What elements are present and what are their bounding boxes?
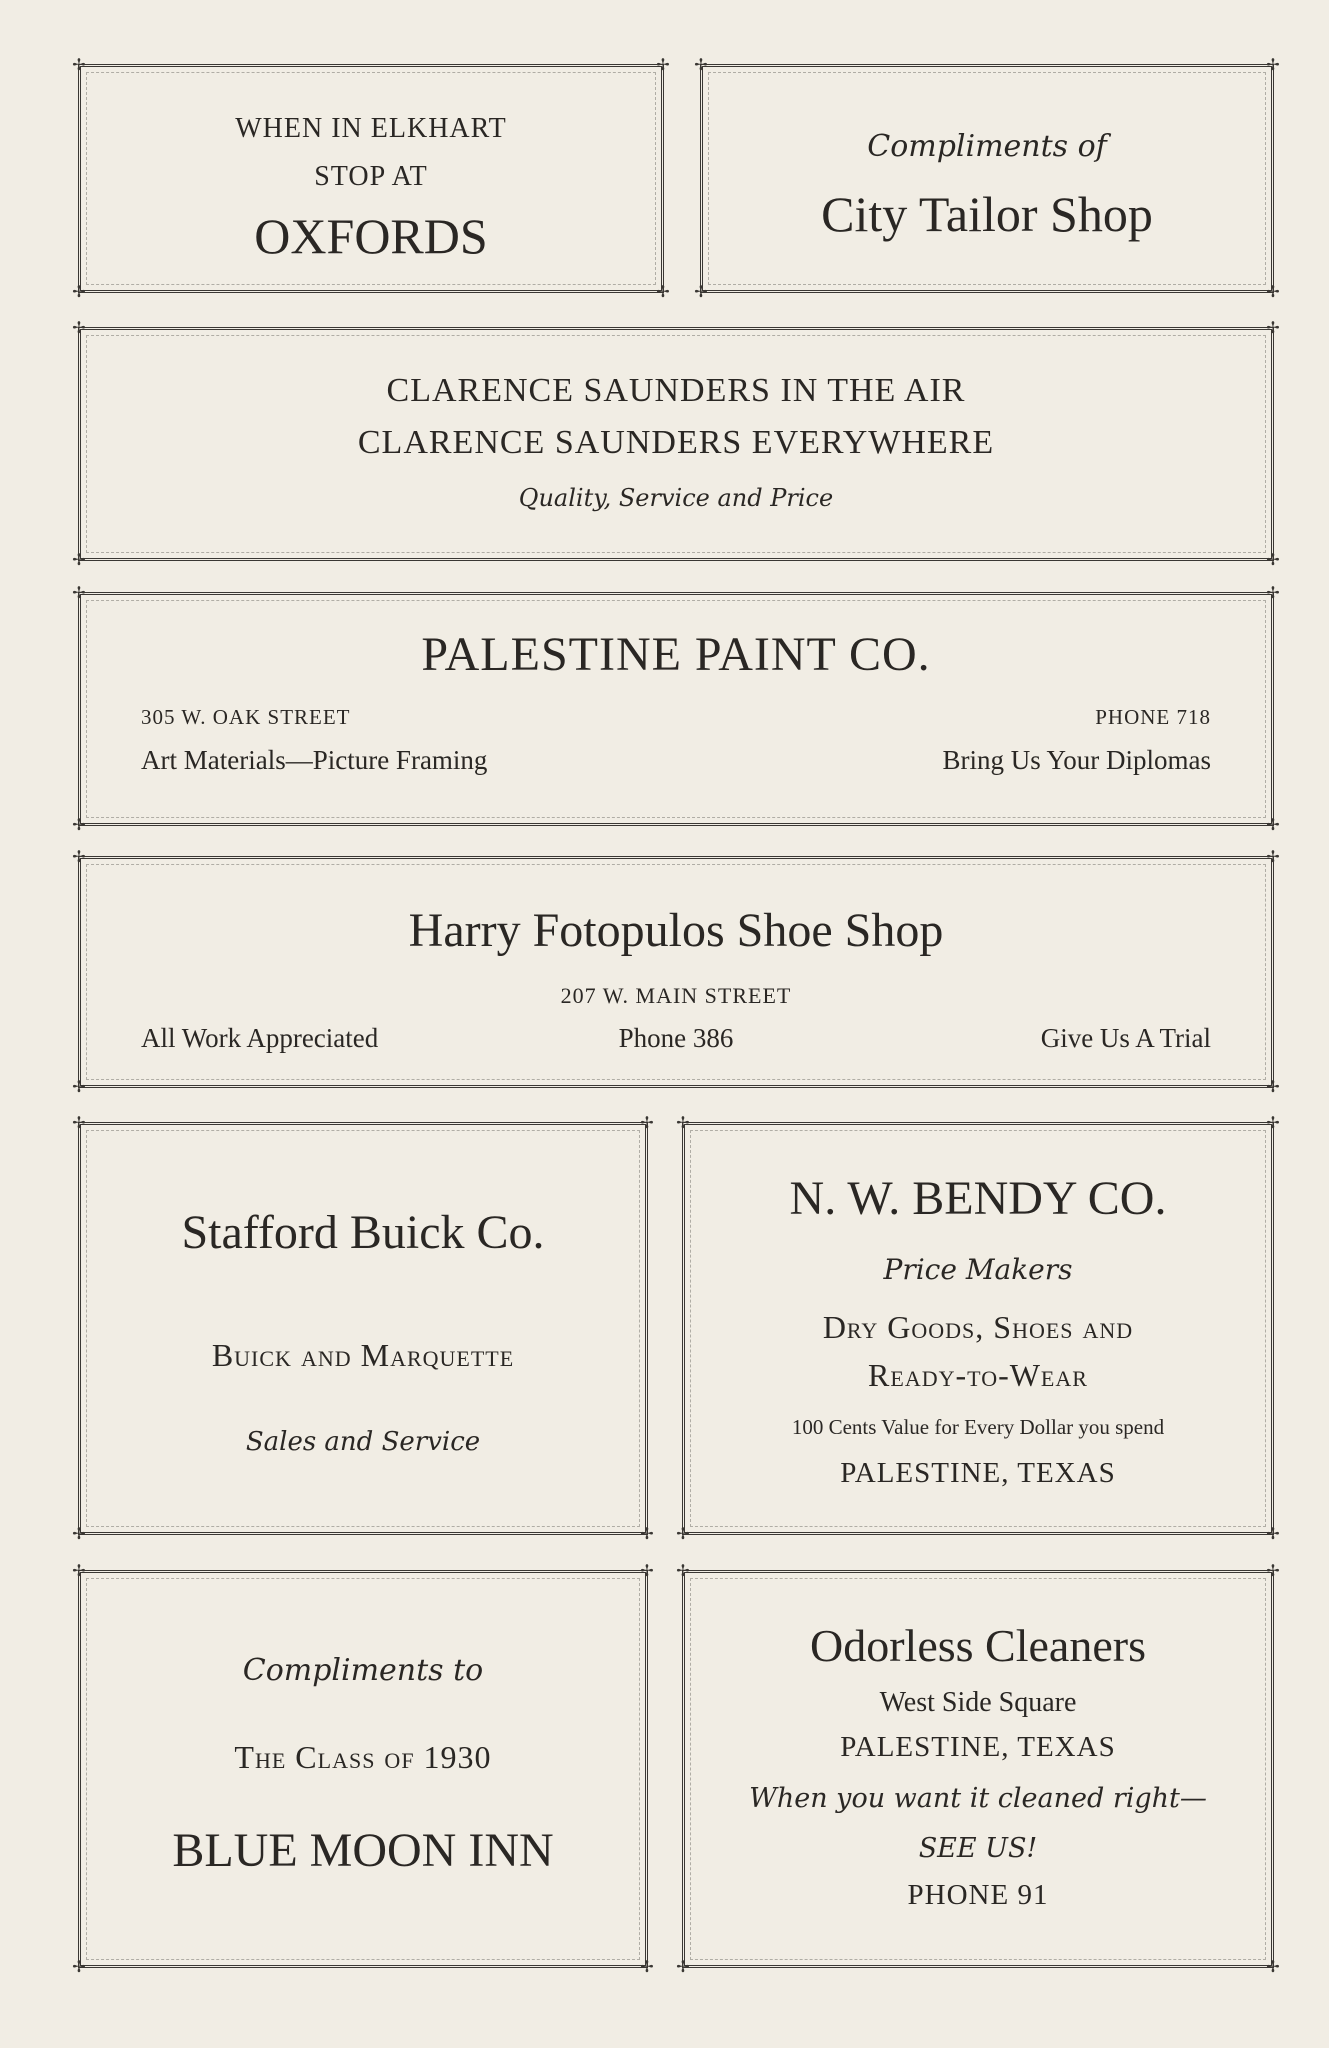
ornament-corner-icon: ✢ (640, 1524, 654, 1543)
ornament-corner-icon: ✢ (72, 583, 86, 602)
ornament-corner-icon: ✢ (1266, 1524, 1280, 1543)
ornament-corner-icon: ✢ (1266, 1561, 1280, 1580)
odorless-tagline: When you want it cleaned right— (749, 1783, 1207, 1814)
ornament-corner-icon: ✢ (1266, 282, 1280, 301)
ad-palestine-paint (72, 583, 1280, 834)
ornament-corner-icon: ✢ (656, 282, 670, 301)
palestine-paint-services: Art Materials—Picture Framing (141, 745, 488, 775)
ornament-corner-icon: ✢ (72, 55, 86, 74)
odorless-cta: SEE US! (918, 1833, 1038, 1864)
palestine-paint-slogan: Bring Us Your Diplomas (942, 745, 1211, 775)
clarence-line-2: CLARENCE SAUNDERS EVERYWHERE (357, 424, 995, 461)
oxfords-line-1: WHEN IN ELKHART (235, 113, 507, 144)
odorless-location: West Side Square (879, 1687, 1077, 1718)
city-tailor-name: City Tailor Shop (821, 186, 1153, 242)
bendy-city: PALESTINE, TEXAS (840, 1457, 1116, 1489)
ornament-corner-icon: ✢ (676, 1524, 690, 1543)
ad-blue-moon-inn (72, 1561, 654, 1976)
oxfords-line-2: STOP AT (314, 161, 428, 192)
bendy-name: N. W. BENDY CO. (789, 1172, 1167, 1225)
palestine-paint-address: 305 W. OAK STREET (141, 705, 351, 729)
clarence-tagline: Quality, Service and Price (518, 484, 834, 512)
ornament-corner-icon: ✢ (640, 1957, 654, 1976)
palestine-paint-name: PALESTINE PAINT CO. (421, 628, 931, 681)
ornament-corner-icon: ✢ (694, 55, 708, 74)
fotopulos-address: 207 W. MAIN STREET (560, 983, 792, 1008)
fotopulos-name: Harry Fotopulos Shoe Shop (408, 904, 944, 957)
blue-moon-intro: Compliments to (242, 1653, 484, 1688)
ad-fotopulos-shoe-shop (72, 847, 1280, 1096)
ornament-corner-icon: ✢ (72, 1077, 86, 1096)
ornament-corner-icon: ✢ (640, 1561, 654, 1580)
ornament-corner-icon: ✢ (1266, 55, 1280, 74)
ad-nw-bendy (676, 1113, 1280, 1543)
clarence-line-1: CLARENCE SAUNDERS IN THE AIR (386, 372, 966, 409)
ornament-corner-icon: ✢ (1266, 1113, 1280, 1132)
blue-moon-name: BLUE MOON INN (172, 1824, 554, 1877)
ad-oxfords (72, 55, 670, 301)
odorless-city: PALESTINE, TEXAS (840, 1731, 1116, 1763)
ornament-corner-icon: ✢ (72, 282, 86, 301)
ornament-corner-icon: ✢ (1266, 318, 1280, 337)
ornament-corner-icon: ✢ (1266, 815, 1280, 834)
ornament-corner-icon: ✢ (72, 1524, 86, 1543)
ornament-corner-icon: ✢ (72, 550, 86, 569)
fotopulos-phone: Phone 386 (618, 1023, 734, 1053)
ornament-corner-icon: ✢ (1266, 847, 1280, 866)
city-tailor-intro: Compliments of (867, 129, 1107, 164)
stafford-name: Stafford Buick Co. (181, 1206, 545, 1259)
odorless-name: Odorless Cleaners (810, 1620, 1146, 1671)
ad-city-tailor-shop (694, 55, 1280, 301)
ornament-corner-icon: ✢ (1266, 1957, 1280, 1976)
bendy-line-2: Ready-to-Wear (868, 1357, 1088, 1393)
palestine-paint-phone: PHONE 718 (1095, 705, 1211, 729)
fotopulos-right-slogan: Give Us A Trial (1040, 1023, 1211, 1053)
stafford-line: Buick and Marquette (211, 1337, 515, 1373)
ornament-corner-icon: ✢ (72, 1957, 86, 1976)
ad-stafford-buick (72, 1113, 654, 1543)
ornament-corner-icon: ✢ (640, 1113, 654, 1132)
ornament-corner-icon: ✢ (676, 1113, 690, 1132)
ornament-corner-icon: ✢ (72, 847, 86, 866)
fotopulos-left-slogan: All Work Appreciated (141, 1023, 379, 1053)
ad-odorless-cleaners (676, 1561, 1280, 1976)
ornament-corner-icon: ✢ (72, 318, 86, 337)
ornament-corner-icon: ✢ (72, 815, 86, 834)
ornament-corner-icon: ✢ (72, 1561, 86, 1580)
odorless-phone: PHONE 91 (907, 1879, 1049, 1911)
ad-clarence-saunders (72, 318, 1280, 569)
ornament-corner-icon: ✢ (1266, 583, 1280, 602)
bendy-tagline: Price Makers (883, 1253, 1073, 1286)
bendy-line-1: Dry Goods, Shoes and (822, 1309, 1134, 1345)
blue-moon-class: The Class of 1930 (234, 1739, 492, 1775)
ornament-corner-icon: ✢ (1266, 550, 1280, 569)
ornament-corner-icon: ✢ (1266, 1077, 1280, 1096)
oxfords-name: OXFORDS (254, 208, 488, 264)
bendy-value: 100 Cents Value for Every Dollar you spend (791, 1415, 1165, 1439)
ornament-corner-icon: ✢ (72, 1113, 86, 1132)
ornament-corner-icon: ✢ (694, 282, 708, 301)
ornament-corner-icon: ✢ (656, 55, 670, 74)
ornament-corner-icon: ✢ (676, 1561, 690, 1580)
ornament-corner-icon: ✢ (676, 1957, 690, 1976)
stafford-tagline: Sales and Service (245, 1427, 481, 1457)
